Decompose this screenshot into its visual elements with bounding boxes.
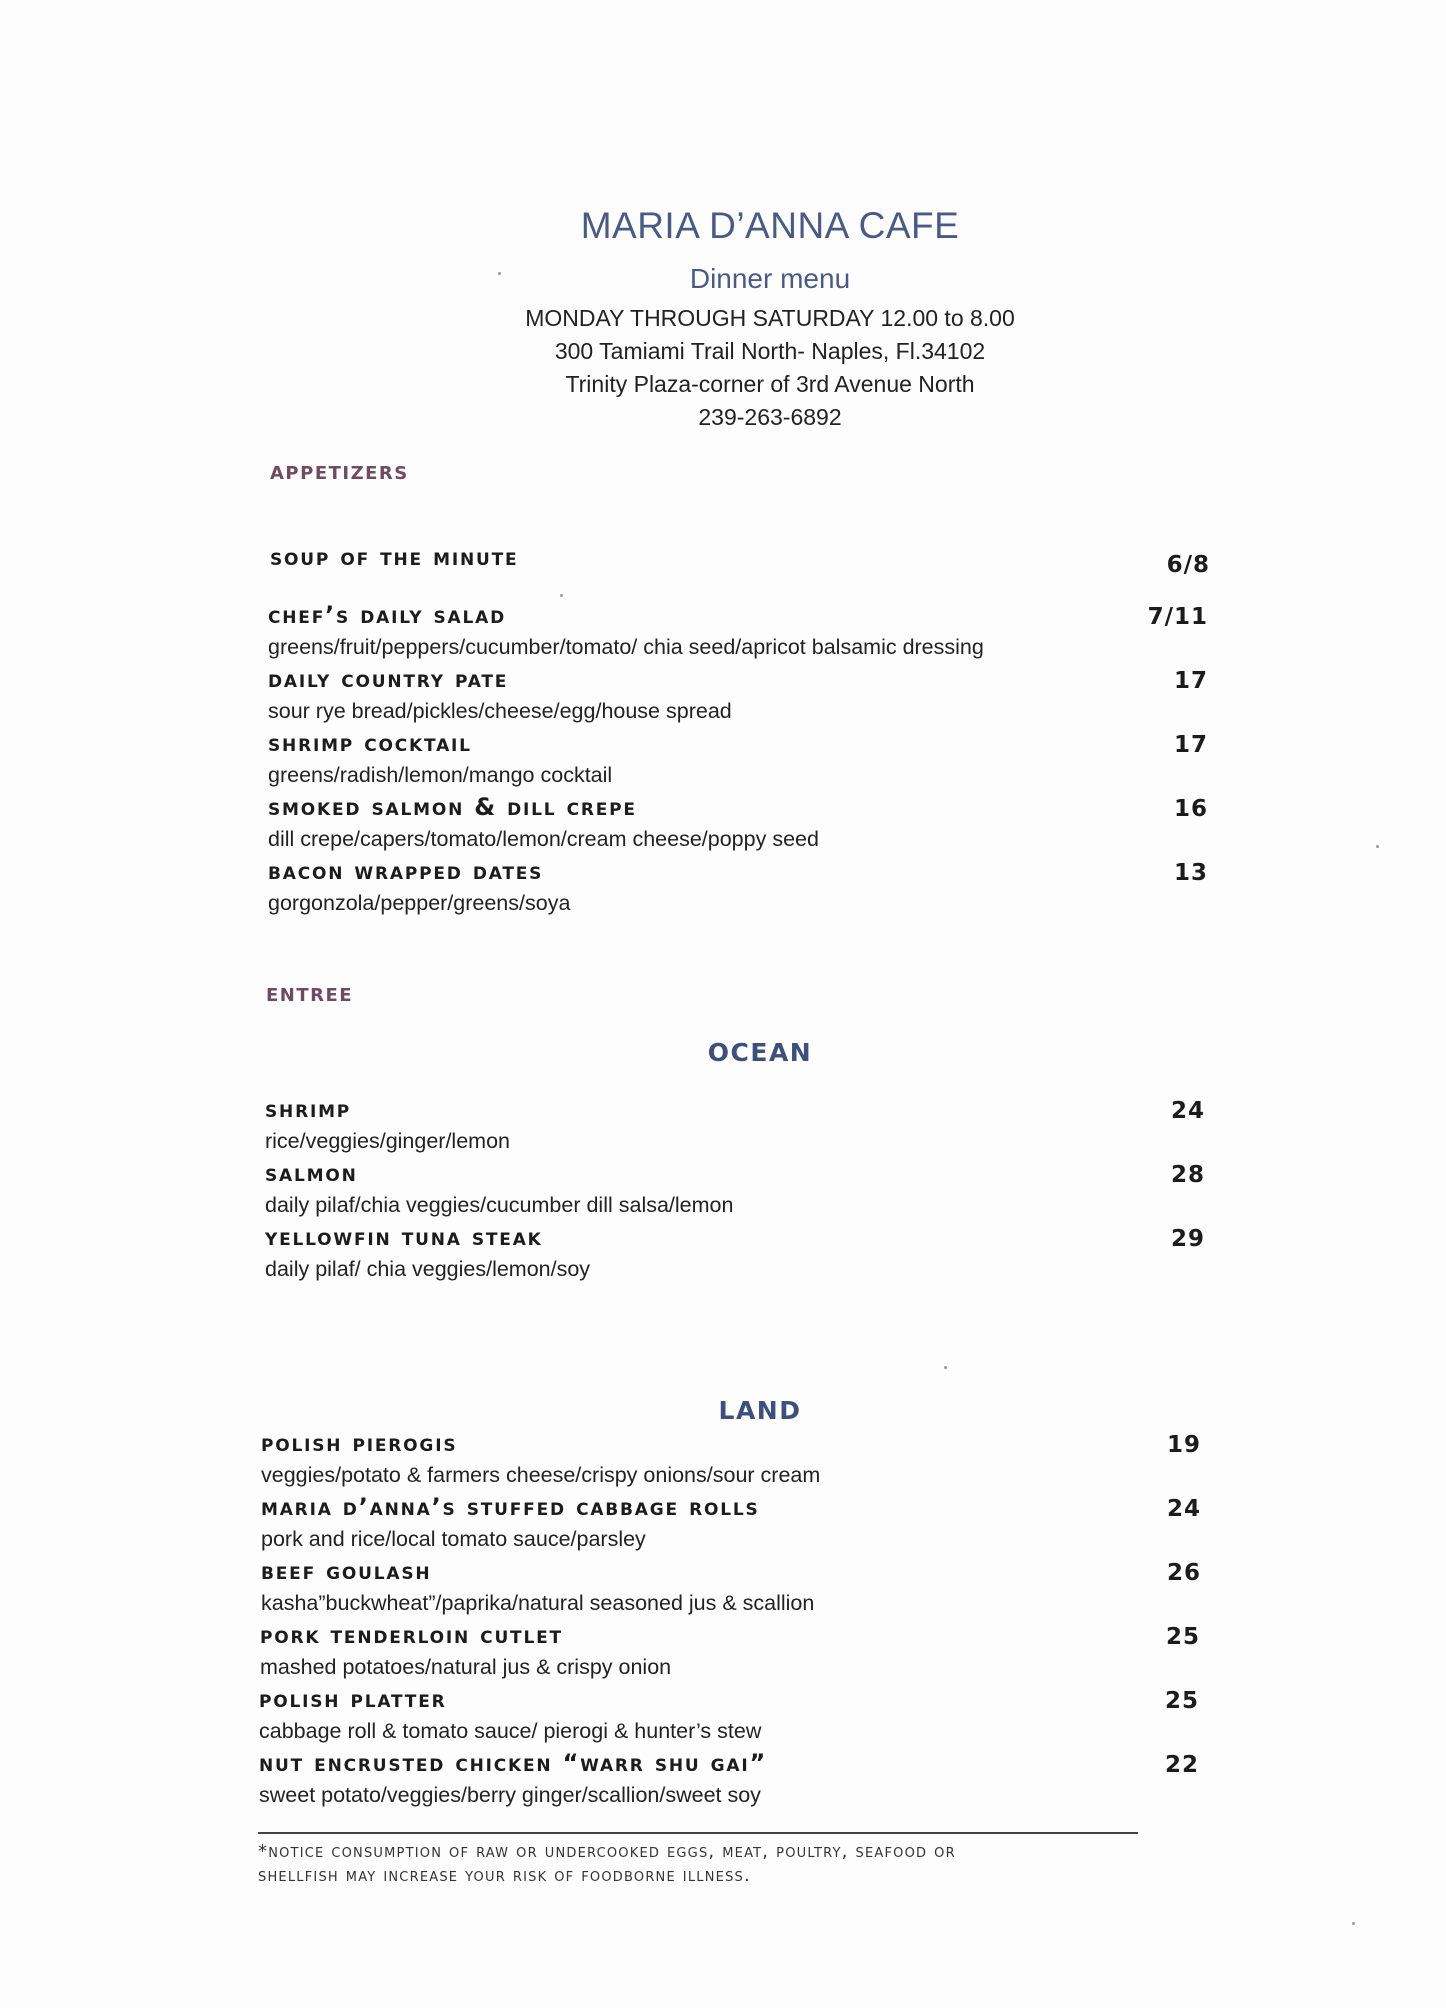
item-description: mashed potatoes/natural jus & crispy onion: [260, 1655, 672, 1679]
item-name: yellowfin tuna steak: [265, 1223, 543, 1251]
menu-item: [268, 598, 1208, 662]
menu-item: [259, 1682, 1199, 1746]
item-name: pork tenderloin cutlet: [260, 1621, 563, 1649]
item-name: chef’s daily salad: [268, 601, 506, 629]
item-name: soup of the minute: [270, 543, 519, 571]
menu-item: [261, 1554, 1201, 1618]
notice-line-1: *notice consumption of raw or undercooked eggs, meat, poultry, seafood or: [258, 1841, 956, 1862]
ocean-heading: OCEAN: [707, 1038, 813, 1067]
menu-item: [265, 1220, 1205, 1284]
appetizers-heading: appetizers: [270, 456, 409, 485]
item-description: kasha”buckwheat”/paprika/natural seasoned jus & scallion: [261, 1591, 815, 1615]
menu-item: [261, 1426, 1201, 1490]
item-name: polish pierogis: [261, 1429, 458, 1457]
item-price: 29: [1170, 1226, 1205, 1252]
item-description: greens/radish/lemon/mango cocktail: [268, 763, 613, 787]
item-description: cabbage roll & tomato sauce/ pierogi & hunter’s stew: [259, 1719, 762, 1743]
item-price: 28: [1170, 1162, 1205, 1188]
item-name: polish platter: [259, 1685, 447, 1713]
notice-line-2: shellfish may increase your risk of foodborne illness.: [258, 1865, 751, 1886]
item-name: beef goulash: [261, 1557, 432, 1585]
item-name: shrimp cocktail: [268, 729, 472, 757]
menu-item: [268, 726, 1208, 790]
land-heading: LAND: [718, 1396, 802, 1425]
menu-item: [261, 1490, 1201, 1554]
item-price: 6/8: [1166, 552, 1210, 578]
item-description: greens/fruit/peppers/cucumber/tomato/ chia seed/apricot balsamic dressing: [268, 635, 984, 659]
item-name: shrimp: [265, 1095, 352, 1123]
item-name: maria d’anna’s stuffed cabbage rolls: [261, 1493, 760, 1521]
menu-item: [259, 1746, 1199, 1810]
item-price: 25: [1164, 1688, 1199, 1714]
scan-speck: [1352, 1922, 1355, 1925]
menu-item: [268, 854, 1208, 918]
scan-speck: [560, 594, 563, 597]
plaza-location: Trinity Plaza-corner of 3rd Avenue North: [565, 371, 975, 397]
item-name: nut encrusted chicken “warr shu gai”: [259, 1749, 768, 1777]
entree-heading: entree: [266, 978, 354, 1007]
item-description: sour rye bread/pickles/cheese/egg/house spread: [268, 699, 732, 723]
item-price: 24: [1170, 1098, 1205, 1124]
menu-subtitle: Dinner menu: [689, 263, 851, 294]
item-price: 17: [1173, 668, 1208, 694]
menu-item: [270, 540, 1210, 578]
scan-speck: [498, 272, 501, 275]
menu-item: [265, 1092, 1205, 1156]
scan-speck: [944, 1366, 947, 1369]
item-price: 26: [1166, 1560, 1201, 1586]
street-address: 300 Tamiami Trail North- Naples, Fl.34102: [554, 338, 986, 364]
item-price: 22: [1164, 1752, 1199, 1778]
menu-item: [265, 1156, 1205, 1220]
item-description: daily pilaf/chia veggies/cucumber dill salsa/lemon: [265, 1193, 734, 1217]
item-price: 7/11: [1147, 604, 1208, 630]
item-price: 24: [1166, 1496, 1201, 1522]
item-price: 13: [1173, 860, 1208, 886]
opening-hours: MONDAY THROUGH SATURDAY 12.00 to 8.00: [525, 305, 1015, 331]
item-name: smoked salmon & dill crepe: [268, 793, 637, 821]
footer-divider: [258, 1832, 1138, 1834]
item-description: sweet potato/veggies/berry ginger/scallion/sweet soy: [259, 1783, 761, 1807]
menu-item: [268, 662, 1208, 726]
scan-speck: [1376, 845, 1379, 848]
phone-number: 239-263-6892: [698, 404, 842, 430]
menu-header: [0, 200, 1446, 434]
item-price: 16: [1173, 796, 1208, 822]
health-notice: [258, 1840, 1218, 1888]
restaurant-title: MARIA D’ANNA CAFE: [580, 205, 960, 246]
item-description: daily pilaf/ chia veggies/lemon/soy: [265, 1257, 591, 1281]
item-description: rice/veggies/ginger/lemon: [265, 1129, 510, 1153]
menu-item: [268, 790, 1208, 854]
menu-item: [260, 1618, 1200, 1682]
item-name: daily country pate: [268, 665, 509, 693]
item-name: bacon wrapped dates: [268, 857, 544, 885]
item-price: 19: [1166, 1432, 1201, 1458]
item-description: gorgonzola/pepper/greens/soya: [268, 891, 571, 915]
item-description: veggies/potato & farmers cheese/crispy onions/sour cream: [261, 1463, 821, 1487]
item-price: 17: [1173, 732, 1208, 758]
item-description: dill crepe/capers/tomato/lemon/cream cheese/poppy seed: [268, 827, 819, 851]
item-price: 25: [1165, 1624, 1200, 1650]
item-name: salmon: [265, 1159, 358, 1187]
item-description: pork and rice/local tomato sauce/parsley: [261, 1527, 646, 1551]
